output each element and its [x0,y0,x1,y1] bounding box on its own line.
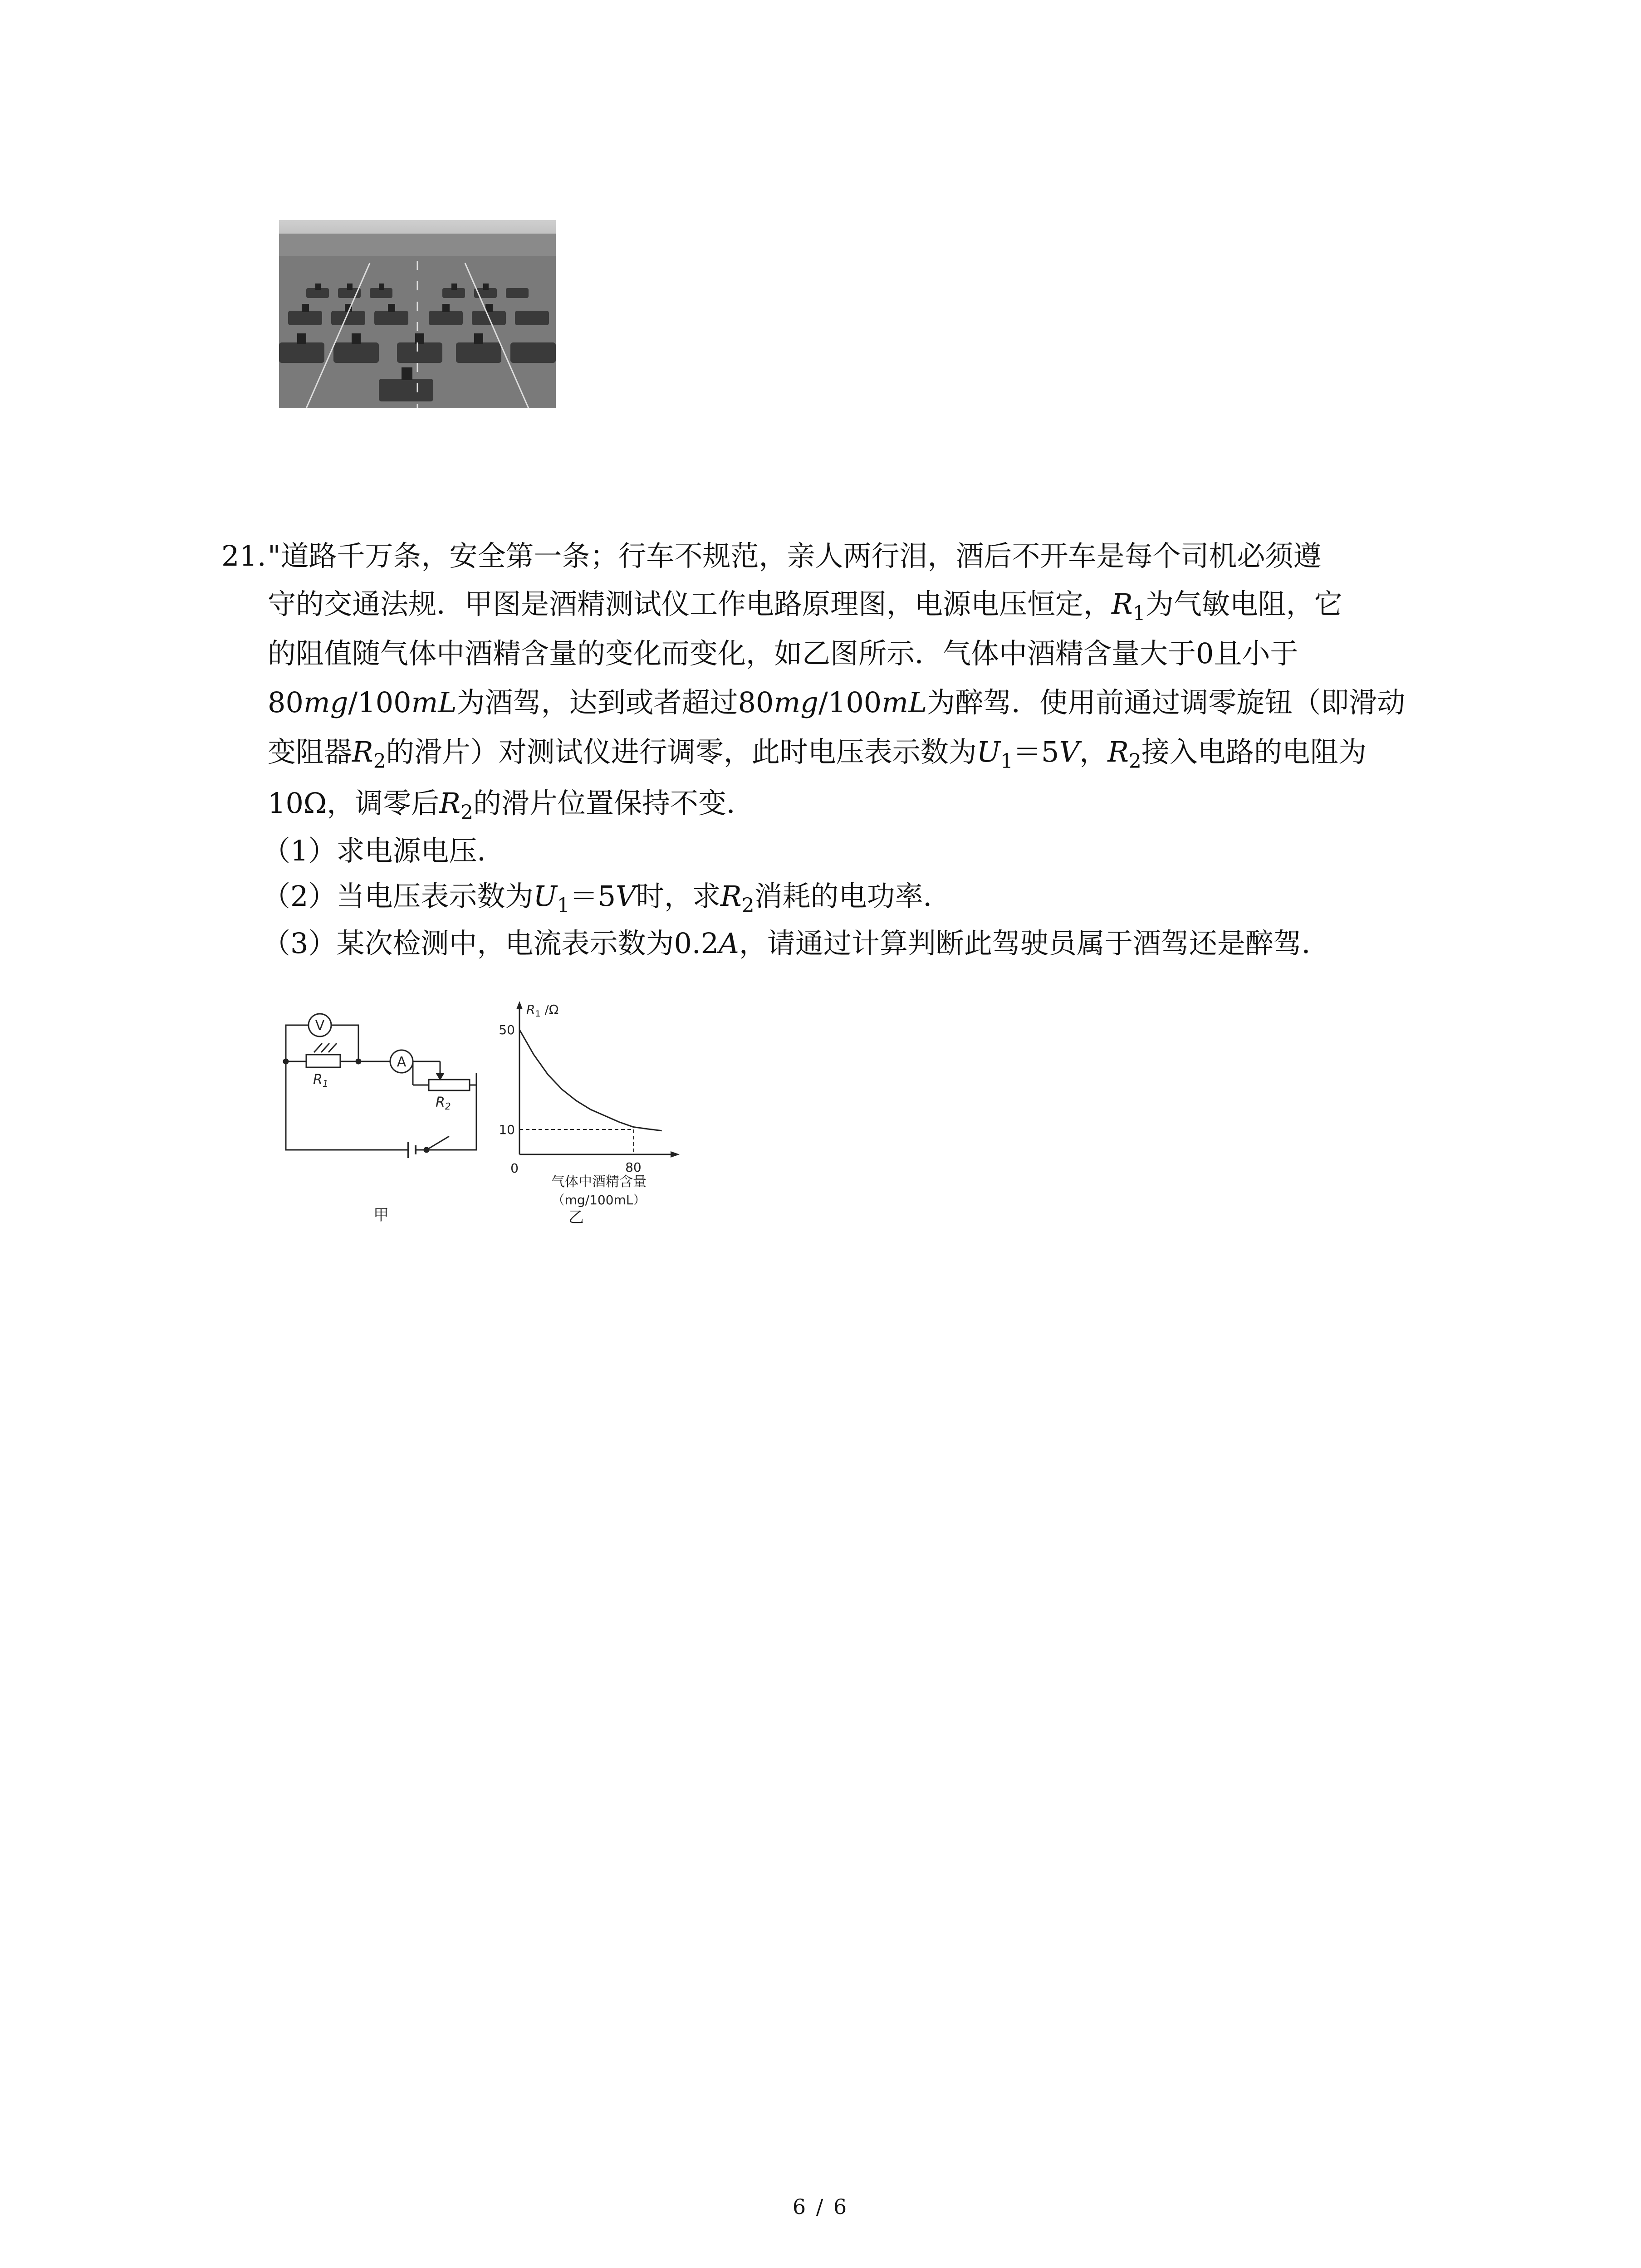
question-line-4: 80mg/100mL为酒驾，达到或者超过80mg/100mL为醉驾．使用前通过调零旋钮（即滑动 [268,686,1406,719]
switch [426,1136,449,1150]
y-tick-10: 10 [499,1122,515,1137]
r1-label: $R_1$ [313,1072,328,1089]
battery-icon [408,1142,416,1158]
question-line-5: 变阻器$R_2$的滑片）对测试仪进行调零，此时电压表示数为$U_1=5V$，$R_2$接入电路的电阻为 [268,735,1367,773]
x-origin: 0 [510,1161,519,1176]
x-axis-arrow [671,1151,680,1158]
wire-left-bottom [286,1061,408,1150]
junction-left [284,1059,288,1064]
wire-volt-right [331,1025,358,1061]
page-number: 6 / 6 [792,2195,849,2219]
figures [277,1000,730,1227]
r1-resistor [306,1055,340,1067]
question-line-6: 10Ω，调零后$R_2$的滑片位置保持不变． [268,787,755,824]
svg-text:V: V [315,1018,325,1034]
x-tick-80: 80 [625,1160,642,1175]
circuit-caption: 甲 [373,1206,389,1224]
svg-text:A: A [397,1054,407,1070]
r1-curve [519,1030,662,1131]
question-line-1: 21."道路千万条，安全第一条；行车不规范，亲人两行泪，酒后不开车是每个司机必须遵 [221,539,1322,572]
tank-parade-photo [279,220,556,408]
r2-label: $R_2$ [436,1095,451,1112]
voltmeter-icon [309,1014,331,1036]
junction-right [356,1059,361,1064]
y-axis-label: $R_1$ /Ω [526,1002,559,1019]
ammeter-icon [390,1050,413,1073]
wire-volt-left [286,1025,309,1061]
resistance-chart [499,1001,680,1227]
sub-question-3: （3）某次检测中，电流表示数为0.2A，请通过计算判断此驾驶员属于酒驾还是醉驾． [262,927,1330,960]
y-axis-arrow [516,1001,523,1009]
r2-rheostat [429,1080,470,1090]
chart-caption: 乙 [568,1208,584,1227]
question-number: 21. [221,539,266,572]
question-line-2: 守的交通法规．甲图是酒精测试仪工作电路原理图，电源电压恒定，$R_1$为气敏电阻，它 [268,587,1342,625]
sub-question-1: （1）求电源电压． [262,834,505,867]
x-axis-label: 气体中酒精含量 [551,1174,647,1190]
sub-question-2: （2）当电压表示数为$U_1=5V$时，求$R_2$消耗的电功率． [262,880,951,917]
question-line-3: 的阻值随气体中酒精含量的变化而变化，如乙图所示．气体中酒精含量大于0且小于 [268,637,1298,670]
y-tick-50: 50 [499,1022,515,1037]
x-axis-unit: （mg/100mL） [552,1193,646,1207]
r2-slider-arrow [437,1074,443,1079]
